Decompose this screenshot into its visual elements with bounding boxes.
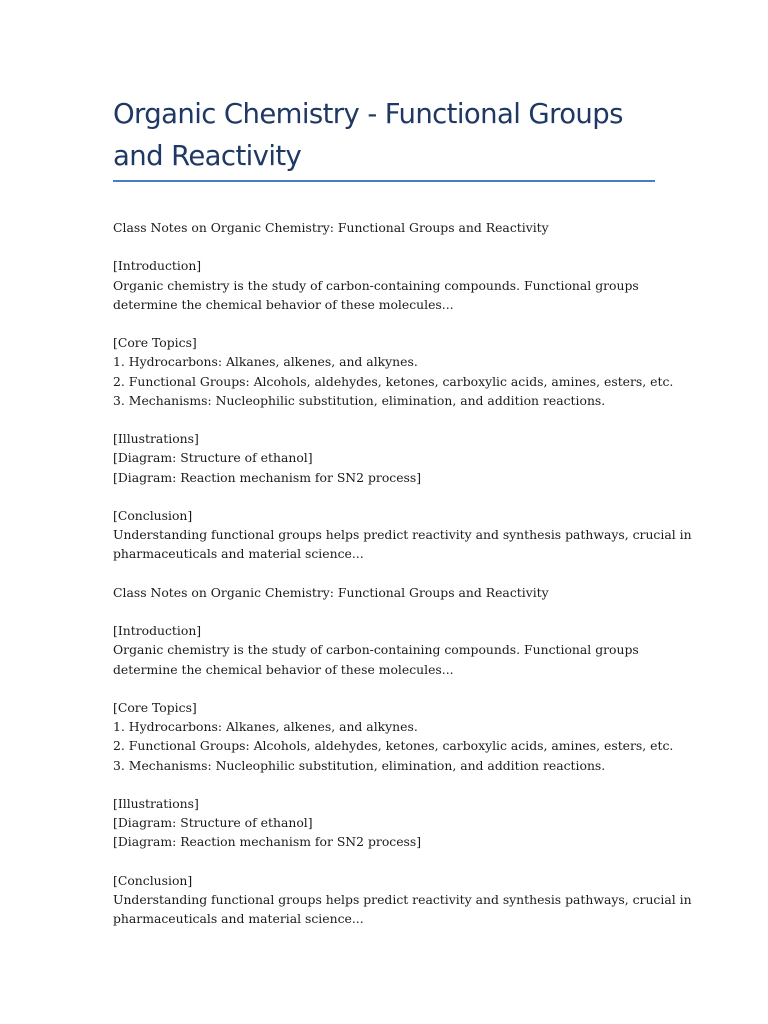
core-topics-section [113,333,673,410]
illustration-item: [Diagram: Structure of ethanol] [113,450,313,466]
conclusion-text-line: pharmaceuticals and material science... [113,546,364,562]
introduction-text-line: determine the chemical behavior of these molecules... [113,661,454,677]
notes-heading-text: Class Notes on Organic Chemistry: Functional Groups and Reactivity [113,584,549,600]
core-topic-item: 3. Mechanisms: Nucleophilic substitution, elimination, and addition reactions. [113,757,606,773]
core-topic-item: 1. Hydrocarbons: Alkanes, alkenes, and alkynes. [113,719,418,735]
illustration-item: [Diagram: Reaction mechanism for SN2 process] [113,469,422,485]
core-topic-item: 2. Functional Groups: Alcohols, aldehydes, ketones, carboxylic acids, amines, esters, etc. [113,738,674,754]
introduction-label: [Introduction] [113,258,202,274]
core-topic-item: 1. Hydrocarbons: Alkanes, alkenes, and alkynes. [113,354,418,370]
introduction-section [113,256,673,314]
core-topics-label: [Core Topics] [113,335,197,351]
introduction-text-line: Organic chemistry is the study of carbon-containing compounds. Functional groups [113,642,639,658]
document-body [113,218,692,948]
illustrations-section [113,429,673,487]
conclusion-section [113,506,692,564]
conclusion-section [113,871,692,929]
illustration-item: [Diagram: Reaction mechanism for SN2 process] [113,834,422,850]
illustrations-label: [Illustrations] [113,431,199,447]
notes-heading [113,218,673,237]
conclusion-text-line: Understanding functional groups helps predict reactivity and synthesis pathways, crucial in [113,527,692,543]
introduction-text-line: determine the chemical behavior of these molecules... [113,296,454,312]
illustrations-label: [Illustrations] [113,795,199,811]
core-topic-item: 2. Functional Groups: Alcohols, aldehydes, ketones, carboxylic acids, amines, esters, etc. [113,373,674,389]
core-topics-label: [Core Topics] [113,699,197,715]
conclusion-label: [Conclusion] [113,507,193,523]
notes-heading [113,583,673,602]
core-topics-section [113,698,673,775]
title-line-1: Organic Chemistry - Functional Groups [113,98,623,130]
title-underline-rule [113,180,655,182]
document-title [113,93,673,177]
conclusion-text-line: pharmaceuticals and material science... [113,911,364,927]
conclusion-text-line: Understanding functional groups helps predict reactivity and synthesis pathways, crucial in [113,891,692,907]
illustration-item: [Diagram: Structure of ethanol] [113,815,313,831]
introduction-label: [Introduction] [113,623,202,639]
introduction-text-line: Organic chemistry is the study of carbon-containing compounds. Functional groups [113,277,639,293]
core-topic-item: 3. Mechanisms: Nucleophilic substitution, elimination, and addition reactions. [113,392,606,408]
conclusion-label: [Conclusion] [113,872,193,888]
title-line-2: and Reactivity [113,140,302,172]
notes-heading-text: Class Notes on Organic Chemistry: Functional Groups and Reactivity [113,220,549,235]
illustrations-section [113,794,673,852]
introduction-section [113,621,673,679]
